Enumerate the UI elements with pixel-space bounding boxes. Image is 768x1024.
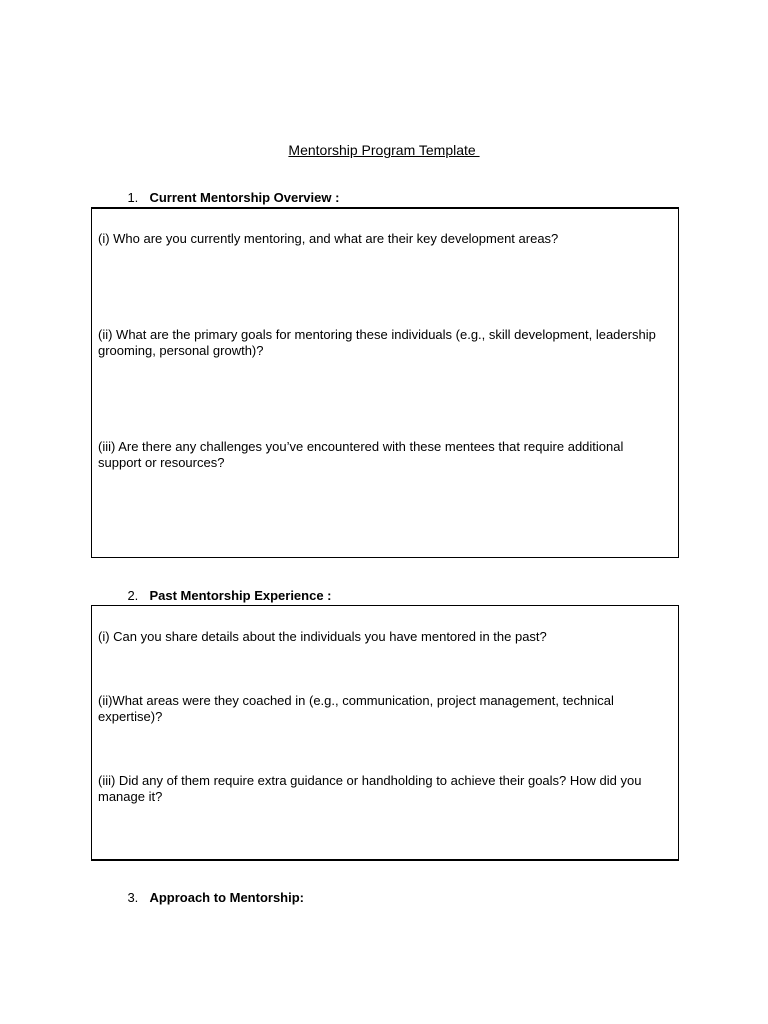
section-2-question-2: (ii)What areas were they coached in (e.g., communication, project management, technical expertise)?: [98, 693, 614, 724]
section-2-box: [91, 605, 679, 861]
section-3-number: 3.: [127, 890, 139, 905]
section-2-title: Past Mentorship Experience :: [149, 588, 332, 603]
section-1-title: Current Mentorship Overview :: [149, 190, 340, 205]
section-1-box: [91, 207, 679, 558]
section-3-heading: [113, 875, 304, 920]
section-2-number: 2.: [127, 588, 139, 603]
section-1-question-2: (ii) What are the primary goals for mentoring these individuals (e.g., skill development, leadership grooming, personal growth)?: [98, 327, 656, 358]
section-1-question-1: (i) Who are you currently mentoring, and what are their key development areas?: [98, 231, 559, 246]
section-1-number: 1.: [127, 190, 139, 205]
section-3-title: Approach to Mentorship:: [149, 890, 304, 905]
section-2-question-1: (i) Can you share details about the individuals you have mentored in the past?: [98, 629, 547, 644]
document-title: Mentorship Program Template: [288, 142, 480, 158]
section-2-question-3: (iii) Did any of them require extra guidance or handholding to achieve their goals? How did you manage it?: [98, 773, 642, 804]
section-1-question-3: (iii) Are there any challenges you’ve encountered with these mentees that require additional support or resources?: [98, 439, 624, 470]
